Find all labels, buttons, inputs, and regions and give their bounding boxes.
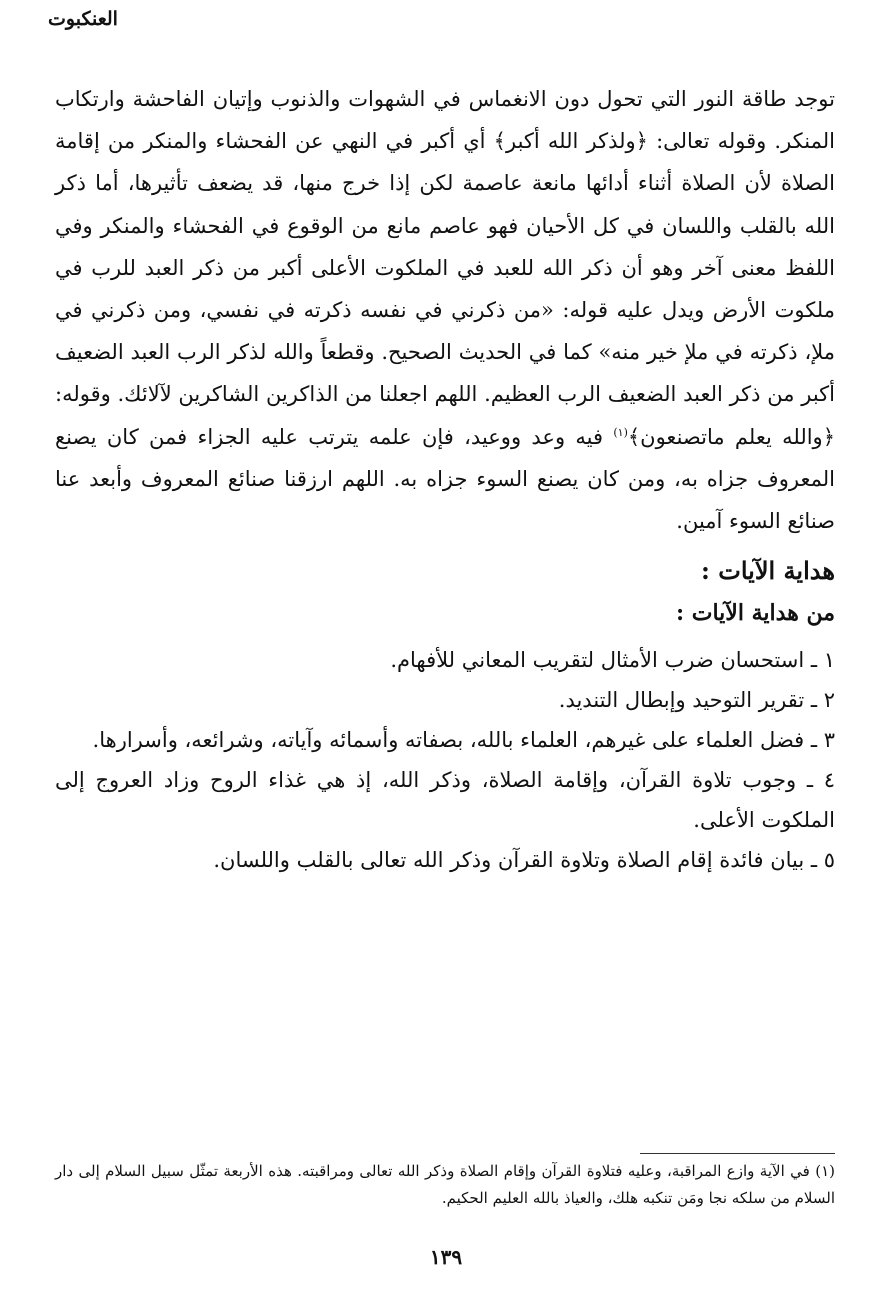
footnote-line-1: (١) في الآية وازع المراقبة، وعليه فتلاوة القرآن وإقام الصلاة وذكر الله تعالى ومراقبته. هذه الأربعة تمثّل سبيل السلام إلى <box>78 1162 835 1180</box>
text-line-3: الصلاة لأن الصلاة أثناء أدائها مانعة عاصمة لكن إذا خرج منها، قد يضعف تأثيرها، أما <box>95 171 835 196</box>
section-heading: هداية الآيات : <box>701 556 835 585</box>
running-head: العنكبوت <box>48 8 118 30</box>
text-line-9-end: فيه وعد ووعيد، فإن علمه يترتب عليه الجزاء <box>197 424 614 449</box>
text-line-10: فمن كان يصنع المعروف جزاه به، ومن كان يصنع السوء جزاه به. اللهم ارزقنا صنائع <box>55 424 835 491</box>
footnote-line-2: دار السلام من سلكه نجا ومَن تنكبه هلك، والعياذ بالله العليم الحكيم. <box>55 1162 835 1207</box>
text-line-6: ملكوت الأرض ويدل عليه قوله: «من ذكرني في نفسه ذكرته في نفسي، ومن ذكرني في ملإ، <box>55 298 835 365</box>
lesson-item-4: ٤ ـ وجوب تلاوة القرآن، وإقامة الصلاة، وذكر الله، إذ هي غذاء الروح وزاد العروج إلى الملكوت الأعلى. <box>55 768 835 832</box>
text-line-2: المنكر. وقوله تعالى: ﴿ولذكر الله أكبر﴾ أي أكبر في النهي عن الفحشاء والمنكر من إقامة <box>55 129 835 154</box>
lessons-list <box>55 640 835 880</box>
main-paragraph <box>55 78 835 542</box>
lesson-item-1: ١ ـ استحسان ضرب الأمثال لتقريب المعاني للأفهام. <box>390 648 835 672</box>
footnote <box>55 1158 835 1212</box>
text-line-9-start: لآلائك. وقوله: ﴿والله يعلم ماتصنعون﴾ <box>55 382 836 449</box>
lesson-item-2: ٢ ـ تقرير التوحيد وإبطال التنديد. <box>558 688 835 712</box>
text-line-8: الضعيف أكبر من ذكر العبد الضعيف الرب العظيم. اللهم اجعلنا من الذاكرين الشاكرين <box>55 340 835 407</box>
footnote-divider <box>640 1153 835 1154</box>
lesson-item-5: ٥ ـ بيان فائدة إقام الصلاة وتلاوة القرآن وذكر الله تعالى بالقلب واللسان. <box>213 848 835 872</box>
footnote-marker: (١) <box>613 425 628 439</box>
text-line-5: اللفظ معنى آخر وهو أن ذكر الله للعبد في الملكوت الأعلى أكبر من ذكر العبد للرب في <box>55 255 835 280</box>
sub-heading: من هداية الآيات : <box>675 600 835 626</box>
lesson-item-3: ٣ ـ فضل العلماء على غيرهم، العلماء بالله، بصفاته وأسمائه وآياته، وشرائعه، وأسرارها. <box>92 728 835 752</box>
text-line-7: ذكرته في ملإ خير منه» كما في الحديث الصحيح. وقطعاً والله لذكر الرب العبد <box>130 340 798 365</box>
text-line-4: ذكر الله بالقلب واللسان في كل الأحيان فهو عاصم مانع من الوقوع في الفحشاء والمنكر وفي <box>55 171 835 238</box>
page-number: ١٣٩ <box>429 1245 463 1269</box>
text-line-1: توجد طاقة النور التي تحول دون الانغماس في الشهوات والذنوب وإتيان الفاحشة وارتكاب <box>55 87 835 111</box>
text-line-11: المعروف وأبعد عنا صنائع السوء آمين. <box>55 466 835 534</box>
